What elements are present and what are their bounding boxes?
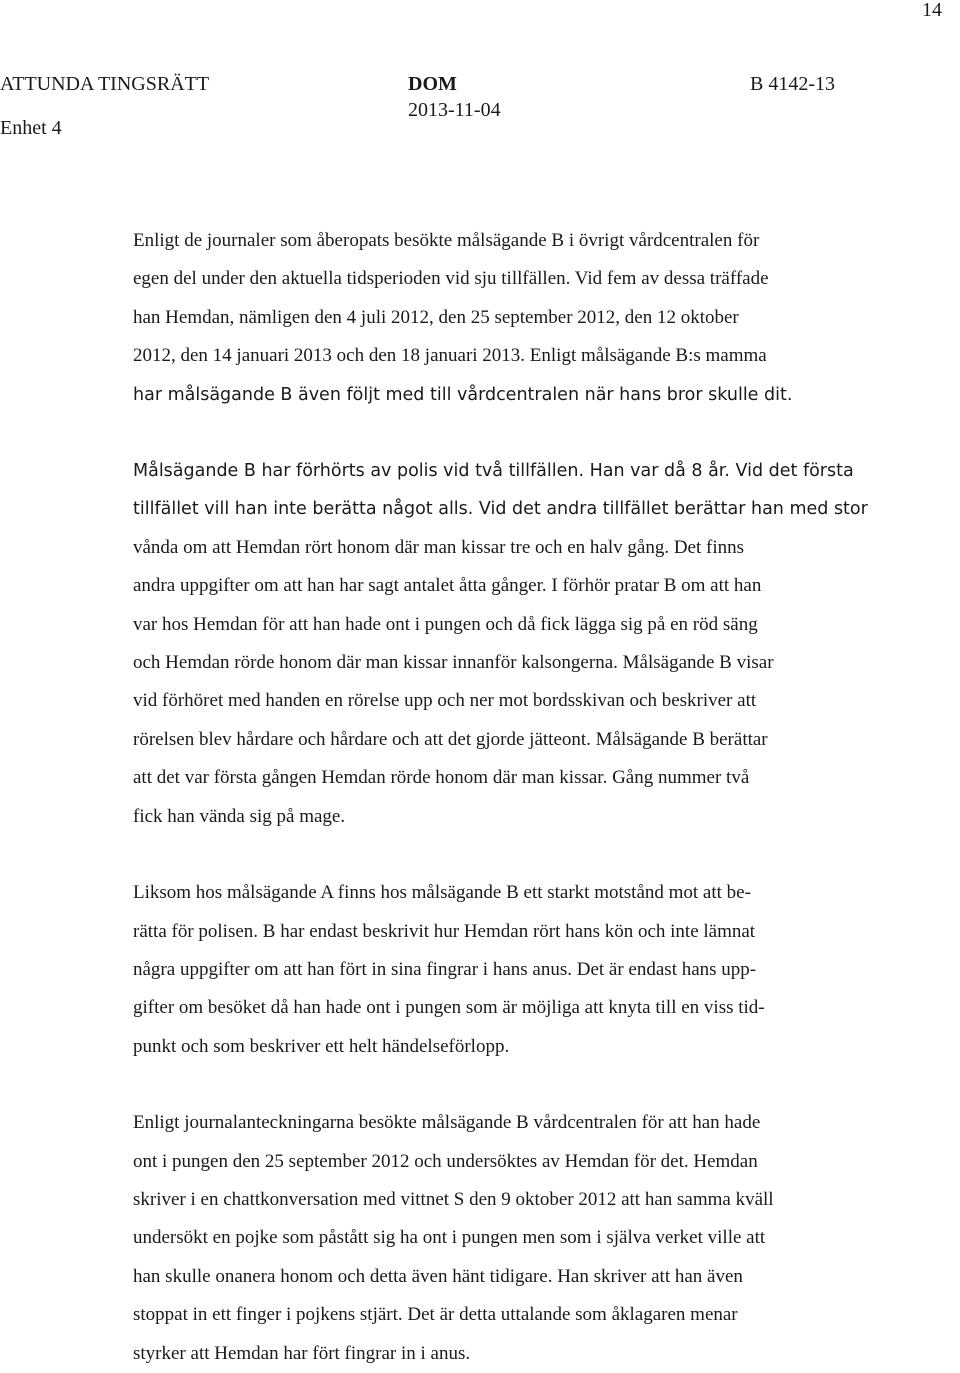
text-line: undersökt en pojke som påstått sig ha ont i pungen men som i själva verket ville att <box>133 1227 766 1249</box>
paragraph-2 <box>133 452 893 836</box>
text-line: han Hemdan, nämligen den 4 juli 2012, den 25 september 2012, den 12 oktober <box>133 306 739 328</box>
page-number: 14 <box>922 0 942 21</box>
text-line: rätta för polisen. B har endast beskrivit hur Hemdan rört hans kön och inte lämnat <box>133 920 756 942</box>
text-line: egen del under den aktuella tidsperioden vid sju tillfällen. Vid fem av dessa träffade <box>133 268 769 290</box>
text-line: Målsägande B har förhörts av polis vid två tillfällen. Han var då 8 år. Vid det första <box>133 461 854 482</box>
paragraph-4 <box>133 1104 893 1373</box>
text-line: styrker att Hemdan har fört fingrar in i anus. <box>133 1342 471 1364</box>
text-line: var hos Hemdan för att han hade ont i pungen och då fick lägga sig på en röd säng <box>133 613 758 635</box>
text-line: vid förhöret med handen en rörelse upp och ner mot bordsskivan och beskriver att <box>133 690 757 712</box>
text-line: och Hemdan rörde honom där man kissar innanför kalsongerna. Målsägande B visar <box>133 652 774 674</box>
text-line: att det var första gången Hemdan rörde honom där man kissar. Gång nummer två <box>133 767 750 789</box>
document-body <box>133 222 893 1373</box>
text-line: några uppgifter om att han fört in sina fingrar i hans anus. Det är endast hans upp- <box>133 958 757 980</box>
text-line: fick han vända sig på mage. <box>133 805 346 827</box>
unit-name: Enhet 4 <box>0 117 62 139</box>
text-line: tillfället vill han inte berätta något alls. Vid det andra tillfället berättar han med stor <box>133 499 868 520</box>
court-name: ATTUNDA TINGSRÄTT <box>0 73 210 95</box>
text-line: ont i pungen den 25 september 2012 och undersöktes av Hemdan för det. Hemdan <box>133 1150 758 1172</box>
text-line: vånda om att Hemdan rört honom där man kissar tre och en halv gång. Det finns <box>133 536 744 558</box>
paragraph-1 <box>133 222 893 414</box>
text-line: Liksom hos målsägande A finns hos målsägande B ett starkt motstånd mot att be- <box>133 882 751 904</box>
text-line: har målsägande B även följt med till vårdcentralen när hans bror skulle dit. <box>133 384 793 405</box>
paragraph-3 <box>133 874 893 1066</box>
text-line: rörelsen blev hårdare och hårdare och att det gjorde jätteont. Målsägande B berättar <box>133 728 768 750</box>
text-line: andra uppgifter om att han har sagt antalet åtta gånger. I förhör pratar B om att han <box>133 575 762 597</box>
text-line: punkt och som beskriver ett helt händelseförlopp. <box>133 1035 510 1057</box>
text-line: han skulle onanera honom och detta även hänt tidigare. Han skriver att han även <box>133 1265 743 1287</box>
case-number: B 4142-13 <box>750 73 835 95</box>
document-type: DOM <box>408 73 457 95</box>
text-line: Enligt de journaler som åberopats besökte målsägande B i övrigt vårdcentralen för <box>133 230 760 251</box>
text-line: gifter om besöket då han hade ont i pungen som är möjliga att knyta till en viss tid- <box>133 997 765 1019</box>
text-line: skriver i en chattkonversation med vittnet S den 9 oktober 2012 att han samma kväll <box>133 1188 774 1210</box>
document-date: 2013-11-04 <box>408 99 501 121</box>
text-line: Enligt journalanteckningarna besökte målsägande B vårdcentralen för att han hade <box>133 1112 761 1134</box>
text-line: 2012, den 14 januari 2013 och den 18 januari 2013. Enligt målsägande B:s mamma <box>133 345 767 367</box>
text-line: stoppat in ett finger i pojkens stjärt. Det är detta uttalande som åklagaren menar <box>133 1304 738 1326</box>
